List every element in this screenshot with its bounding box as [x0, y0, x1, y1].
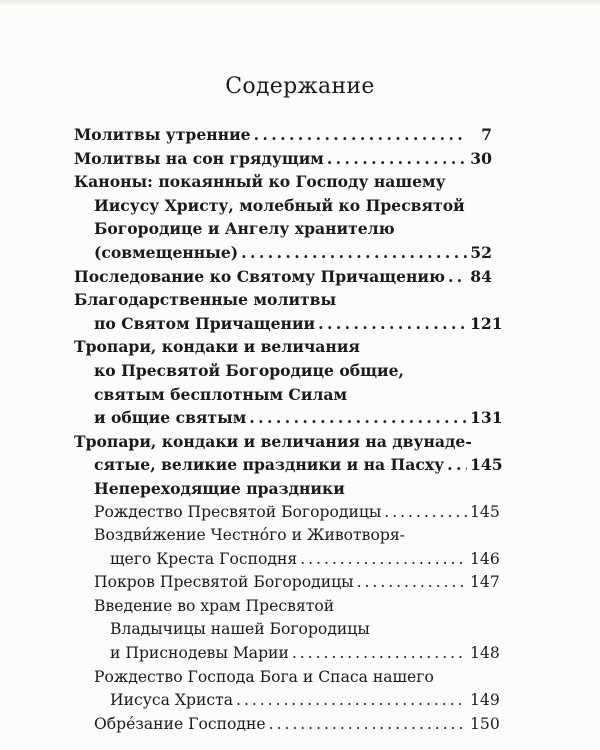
toc-entry-morning-prayers: [74, 123, 492, 147]
toc-entry-label: Тропари, кондаки и величания на двунаде-: [74, 431, 472, 451]
toc-entry-communion-rule: [74, 265, 492, 289]
dot-leader: [269, 713, 467, 737]
toc-page-number: 52: [470, 242, 492, 262]
toc-entry-canons: [74, 170, 492, 264]
toc-entry-label-cont: Иисуса Христа: [110, 691, 234, 710]
toc-entry-thanksgiving-prayers: [74, 288, 503, 335]
toc-entry-label-cont: и Приснодевы Марии: [110, 644, 289, 663]
toc-entry-troparia-general: [74, 335, 503, 429]
toc-entry-label: Благодарственные молитвы: [74, 290, 337, 310]
dot-leader: [327, 147, 467, 171]
toc-entry-label-cont: Иисусу Христу, молебный ко Пресвятой: [94, 195, 465, 215]
toc-entry-label-cont: Богородице и Ангелу хранителю: [94, 219, 395, 239]
toc-entry-entry-temple: [74, 595, 500, 666]
toc-entry-label-cont: сятые, великие праздники и на Пасху: [94, 455, 445, 475]
toc-entry-label-cont: по Святом Причащении: [94, 313, 316, 333]
toc-entry-nativity-christ: [74, 666, 500, 713]
toc-entry-exaltation-cross: [74, 524, 500, 571]
toc-subheading-fixed-feasts: [74, 477, 492, 501]
toc-entry-protection-theotokos: [74, 571, 500, 595]
toc-subheading-label: Непереходящие праздники: [94, 478, 345, 498]
toc-page-number: 131: [470, 408, 503, 428]
toc-entry-nativity-theotokos: [74, 501, 500, 525]
toc-page-number: 145: [470, 502, 500, 521]
toc-page-number: 149: [470, 691, 500, 710]
dot-leader: [236, 689, 467, 713]
dot-leader: [318, 312, 467, 336]
toc-entry-label: Воздви́жение Честно́го и Животворя-: [94, 526, 405, 545]
toc-entry-label: Тропари, кондаки и величания: [74, 337, 360, 357]
page-title: Содержание: [225, 74, 375, 99]
toc-page-number: 30: [470, 148, 492, 168]
dot-leader: [447, 453, 467, 477]
toc-entry-label-cont: святым бесплотным Силам: [94, 384, 348, 404]
toc-entry-label-cont: (совмещенные): [94, 242, 239, 262]
table-of-contents: [74, 123, 503, 736]
toc-entry-label: Покров Пресвятой Богородицы: [94, 573, 354, 592]
dot-leader: [357, 571, 467, 595]
dot-leader: [254, 123, 467, 147]
top-edge-bleed: [0, 0, 600, 6]
toc-entry-label-cont: Владычицы нашей Богородицы: [110, 620, 370, 639]
dot-leader: [384, 501, 467, 525]
dot-leader: [249, 406, 467, 430]
toc-entry-label: Каноны: покаянный ко Господу нашему: [74, 172, 446, 192]
toc-entry-label: Молитвы на сон грядущим: [74, 148, 324, 168]
toc-entry-circumcision: [74, 713, 500, 737]
toc-entry-label: Последование ко Святому Причащению: [74, 266, 445, 286]
toc-entry-label-cont: щего Креста Господня: [110, 549, 298, 568]
toc-entry-label: Молитвы утренние: [74, 125, 251, 144]
toc-page-number: 150: [470, 714, 500, 733]
dot-leader: [300, 548, 467, 572]
toc-page-number: 7: [481, 125, 492, 144]
toc-entry-evening-prayers: [74, 147, 492, 171]
toc-entry-label: Рождество Пресвятой Богородицы: [94, 502, 382, 521]
toc-page-number: 146: [470, 549, 500, 568]
dot-leader: [241, 241, 467, 265]
dot-leader: [448, 265, 467, 289]
toc-page-number: 148: [470, 644, 500, 663]
toc-page-number: 84: [470, 266, 492, 286]
dot-leader: [292, 642, 467, 666]
toc-entry-label-cont: и общие святым: [94, 408, 247, 428]
toc-entry-label: Рождество Господа Бога и Спаса нашего: [94, 667, 434, 686]
toc-entry-label-cont: ко Пресвятой Богородице общие,: [94, 360, 404, 380]
toc-page-number: 121: [470, 313, 503, 333]
toc-entry-label: Обре́зание Господне: [94, 714, 266, 733]
toc-page-number: 145: [470, 455, 503, 475]
toc-page-number: 147: [470, 573, 500, 592]
toc-entry-label: Введение во храм Пресвятой: [94, 596, 335, 615]
toc-entry-troparia-feasts: [74, 430, 503, 477]
